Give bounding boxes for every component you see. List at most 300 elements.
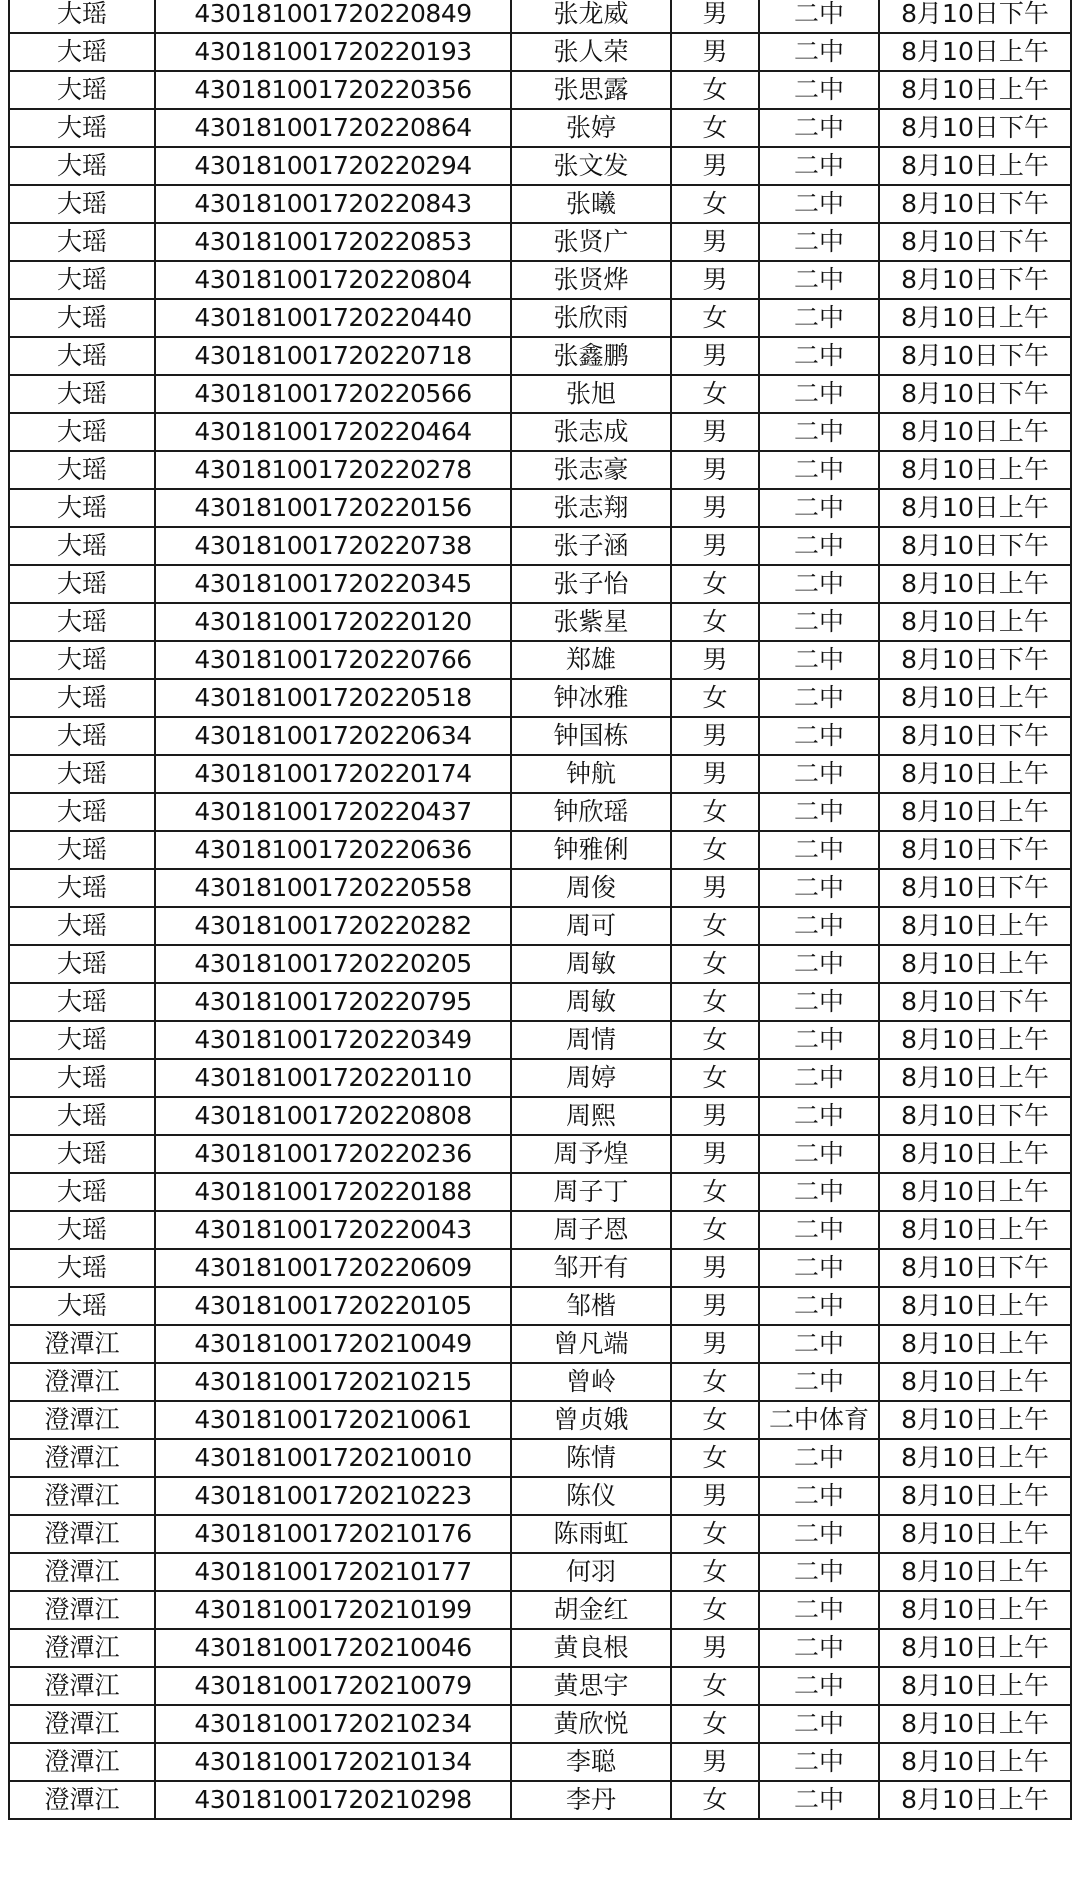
school-cell: 二中	[759, 299, 879, 337]
name-cell: 张志成	[511, 413, 671, 451]
table-row	[9, 907, 1071, 945]
table-row	[9, 641, 1071, 679]
school-cell: 二中	[759, 451, 879, 489]
school-cell: 二中	[759, 223, 879, 261]
gender-cell: 女	[671, 1363, 759, 1401]
exam-id-cell: 430181001720220864	[155, 109, 511, 147]
school-cell: 二中	[759, 1059, 879, 1097]
name-cell: 曾凡端	[511, 1325, 671, 1363]
gender-cell: 女	[671, 299, 759, 337]
exam-id-cell: 430181001720220634	[155, 717, 511, 755]
school-cell: 二中	[759, 831, 879, 869]
time-cell: 8月10日上午	[879, 603, 1071, 641]
town-cell: 大瑶	[9, 869, 155, 907]
table-row	[9, 1287, 1071, 1325]
time-cell: 8月10日上午	[879, 1629, 1071, 1667]
school-cell: 二中	[759, 1439, 879, 1477]
school-cell: 二中体育	[759, 1401, 879, 1439]
table-row	[9, 1591, 1071, 1629]
town-cell: 大瑶	[9, 109, 155, 147]
time-cell: 8月10日上午	[879, 1059, 1071, 1097]
school-cell: 二中	[759, 413, 879, 451]
gender-cell: 女	[671, 375, 759, 413]
gender-cell: 男	[671, 337, 759, 375]
town-cell: 大瑶	[9, 1021, 155, 1059]
table-row	[9, 337, 1071, 375]
exam-id-cell: 430181001720220853	[155, 223, 511, 261]
table-row	[9, 603, 1071, 641]
time-cell: 8月10日上午	[879, 1439, 1071, 1477]
time-cell: 8月10日上午	[879, 489, 1071, 527]
gender-cell: 男	[671, 451, 759, 489]
gender-cell: 男	[671, 489, 759, 527]
town-cell: 大瑶	[9, 261, 155, 299]
town-cell: 大瑶	[9, 755, 155, 793]
town-cell: 大瑶	[9, 71, 155, 109]
school-cell: 二中	[759, 565, 879, 603]
school-cell: 二中	[759, 869, 879, 907]
town-cell: 大瑶	[9, 185, 155, 223]
town-cell: 大瑶	[9, 33, 155, 71]
time-cell: 8月10日上午	[879, 1287, 1071, 1325]
gender-cell: 男	[671, 413, 759, 451]
exam-id-cell: 430181001720210079	[155, 1667, 511, 1705]
school-cell: 二中	[759, 1211, 879, 1249]
exam-id-cell: 430181001720210046	[155, 1629, 511, 1667]
table-row	[9, 1211, 1071, 1249]
table-row	[9, 1743, 1071, 1781]
town-cell: 澄潭江	[9, 1401, 155, 1439]
name-cell: 张鑫鹏	[511, 337, 671, 375]
school-cell: 二中	[759, 337, 879, 375]
school-cell: 二中	[759, 0, 879, 33]
school-cell: 二中	[759, 1591, 879, 1629]
time-cell: 8月10日下午	[879, 185, 1071, 223]
table-row	[9, 1439, 1071, 1477]
town-cell: 大瑶	[9, 831, 155, 869]
name-cell: 李丹	[511, 1781, 671, 1819]
gender-cell: 女	[671, 679, 759, 717]
gender-cell: 男	[671, 869, 759, 907]
exam-id-cell: 430181001720220843	[155, 185, 511, 223]
school-cell: 二中	[759, 641, 879, 679]
school-cell: 二中	[759, 793, 879, 831]
name-cell: 钟冰雅	[511, 679, 671, 717]
town-cell: 大瑶	[9, 641, 155, 679]
gender-cell: 女	[671, 983, 759, 1021]
exam-id-cell: 430181001720220120	[155, 603, 511, 641]
exam-id-cell: 430181001720220282	[155, 907, 511, 945]
time-cell: 8月10日上午	[879, 1401, 1071, 1439]
exam-id-cell: 430181001720220349	[155, 1021, 511, 1059]
time-cell: 8月10日上午	[879, 413, 1071, 451]
school-cell: 二中	[759, 1781, 879, 1819]
name-cell: 张志豪	[511, 451, 671, 489]
time-cell: 8月10日上午	[879, 1477, 1071, 1515]
table-row	[9, 451, 1071, 489]
town-cell: 澄潭江	[9, 1667, 155, 1705]
exam-id-cell: 430181001720220566	[155, 375, 511, 413]
town-cell: 大瑶	[9, 337, 155, 375]
time-cell: 8月10日上午	[879, 71, 1071, 109]
gender-cell: 男	[671, 1743, 759, 1781]
town-cell: 澄潭江	[9, 1781, 155, 1819]
exam-id-cell: 430181001720220849	[155, 0, 511, 33]
name-cell: 郑雄	[511, 641, 671, 679]
name-cell: 陈雨虹	[511, 1515, 671, 1553]
time-cell: 8月10日上午	[879, 1173, 1071, 1211]
time-cell: 8月10日下午	[879, 261, 1071, 299]
table-row	[9, 261, 1071, 299]
time-cell: 8月10日上午	[879, 1553, 1071, 1591]
time-cell: 8月10日上午	[879, 147, 1071, 185]
town-cell: 大瑶	[9, 1211, 155, 1249]
time-cell: 8月10日下午	[879, 717, 1071, 755]
time-cell: 8月10日下午	[879, 223, 1071, 261]
name-cell: 张曦	[511, 185, 671, 223]
name-cell: 张贤烨	[511, 261, 671, 299]
name-cell: 张子怡	[511, 565, 671, 603]
gender-cell: 男	[671, 0, 759, 33]
table-row	[9, 1059, 1071, 1097]
gender-cell: 男	[671, 755, 759, 793]
time-cell: 8月10日上午	[879, 907, 1071, 945]
exam-id-cell: 430181001720220110	[155, 1059, 511, 1097]
gender-cell: 女	[671, 831, 759, 869]
town-cell: 澄潭江	[9, 1325, 155, 1363]
time-cell: 8月10日上午	[879, 1705, 1071, 1743]
name-cell: 周情	[511, 1021, 671, 1059]
exam-id-cell: 430181001720210176	[155, 1515, 511, 1553]
exam-id-cell: 430181001720220795	[155, 983, 511, 1021]
time-cell: 8月10日上午	[879, 451, 1071, 489]
school-cell: 二中	[759, 1629, 879, 1667]
gender-cell: 女	[671, 1515, 759, 1553]
school-cell: 二中	[759, 1173, 879, 1211]
town-cell: 澄潭江	[9, 1743, 155, 1781]
time-cell: 8月10日下午	[879, 337, 1071, 375]
gender-cell: 女	[671, 1173, 759, 1211]
name-cell: 周子丁	[511, 1173, 671, 1211]
school-cell: 二中	[759, 1021, 879, 1059]
exam-id-cell: 430181001720220804	[155, 261, 511, 299]
school-cell: 二中	[759, 603, 879, 641]
time-cell: 8月10日上午	[879, 1515, 1071, 1553]
table-row	[9, 1477, 1071, 1515]
gender-cell: 女	[671, 1401, 759, 1439]
exam-id-cell: 430181001720210049	[155, 1325, 511, 1363]
time-cell: 8月10日下午	[879, 0, 1071, 33]
table-row	[9, 489, 1071, 527]
name-cell: 钟雅俐	[511, 831, 671, 869]
exam-id-cell: 430181001720220043	[155, 1211, 511, 1249]
name-cell: 钟欣瑶	[511, 793, 671, 831]
town-cell: 大瑶	[9, 375, 155, 413]
time-cell: 8月10日下午	[879, 1249, 1071, 1287]
table-row	[9, 1401, 1071, 1439]
time-cell: 8月10日上午	[879, 565, 1071, 603]
school-cell: 二中	[759, 1135, 879, 1173]
name-cell: 周敏	[511, 945, 671, 983]
name-cell: 邹楷	[511, 1287, 671, 1325]
time-cell: 8月10日下午	[879, 109, 1071, 147]
town-cell: 大瑶	[9, 1249, 155, 1287]
table-row	[9, 869, 1071, 907]
time-cell: 8月10日下午	[879, 527, 1071, 565]
gender-cell: 女	[671, 1781, 759, 1819]
table-row	[9, 1781, 1071, 1819]
school-cell: 二中	[759, 1553, 879, 1591]
school-cell: 二中	[759, 983, 879, 1021]
gender-cell: 女	[671, 1211, 759, 1249]
exam-id-cell: 430181001720210134	[155, 1743, 511, 1781]
exam-id-cell: 430181001720220464	[155, 413, 511, 451]
table-row	[9, 945, 1071, 983]
name-cell: 张旭	[511, 375, 671, 413]
time-cell: 8月10日上午	[879, 755, 1071, 793]
exam-id-cell: 430181001720220174	[155, 755, 511, 793]
town-cell: 澄潭江	[9, 1363, 155, 1401]
name-cell: 周予煌	[511, 1135, 671, 1173]
school-cell: 二中	[759, 185, 879, 223]
exam-id-cell: 430181001720220437	[155, 793, 511, 831]
name-cell: 曾贞娥	[511, 1401, 671, 1439]
exam-id-cell: 430181001720210177	[155, 1553, 511, 1591]
table-row	[9, 109, 1071, 147]
gender-cell: 女	[671, 1553, 759, 1591]
exam-id-cell: 430181001720210298	[155, 1781, 511, 1819]
town-cell: 大瑶	[9, 413, 155, 451]
exam-id-cell: 430181001720220718	[155, 337, 511, 375]
school-cell: 二中	[759, 1325, 879, 1363]
time-cell: 8月10日下午	[879, 831, 1071, 869]
gender-cell: 男	[671, 1477, 759, 1515]
table-row	[9, 565, 1071, 603]
town-cell: 澄潭江	[9, 1515, 155, 1553]
time-cell: 8月10日上午	[879, 1591, 1071, 1629]
table-row	[9, 375, 1071, 413]
name-cell: 钟国栋	[511, 717, 671, 755]
name-cell: 陈情	[511, 1439, 671, 1477]
town-cell: 大瑶	[9, 489, 155, 527]
time-cell: 8月10日上午	[879, 945, 1071, 983]
name-cell: 张婷	[511, 109, 671, 147]
exam-id-cell: 430181001720220518	[155, 679, 511, 717]
exam-id-cell: 430181001720220156	[155, 489, 511, 527]
exam-id-cell: 430181001720220766	[155, 641, 511, 679]
time-cell: 8月10日上午	[879, 679, 1071, 717]
table-row	[9, 831, 1071, 869]
exam-id-cell: 430181001720220193	[155, 33, 511, 71]
table-row	[9, 755, 1071, 793]
name-cell: 胡金红	[511, 1591, 671, 1629]
name-cell: 张思露	[511, 71, 671, 109]
school-cell: 二中	[759, 755, 879, 793]
table-row	[9, 413, 1071, 451]
school-cell: 二中	[759, 489, 879, 527]
name-cell: 李聪	[511, 1743, 671, 1781]
town-cell: 大瑶	[9, 299, 155, 337]
town-cell: 大瑶	[9, 1135, 155, 1173]
town-cell: 大瑶	[9, 717, 155, 755]
gender-cell: 男	[671, 527, 759, 565]
exam-id-cell: 430181001720210010	[155, 1439, 511, 1477]
school-cell: 二中	[759, 375, 879, 413]
time-cell: 8月10日上午	[879, 1667, 1071, 1705]
gender-cell: 男	[671, 223, 759, 261]
exam-id-cell: 430181001720220205	[155, 945, 511, 983]
table-row	[9, 1553, 1071, 1591]
town-cell: 大瑶	[9, 565, 155, 603]
name-cell: 张子涵	[511, 527, 671, 565]
name-cell: 张紫星	[511, 603, 671, 641]
town-cell: 澄潭江	[9, 1553, 155, 1591]
gender-cell: 男	[671, 1325, 759, 1363]
school-cell: 二中	[759, 1515, 879, 1553]
town-cell: 澄潭江	[9, 1477, 155, 1515]
town-cell: 澄潭江	[9, 1439, 155, 1477]
exam-id-cell: 430181001720220440	[155, 299, 511, 337]
table-row	[9, 679, 1071, 717]
gender-cell: 男	[671, 1287, 759, 1325]
town-cell: 大瑶	[9, 945, 155, 983]
gender-cell: 男	[671, 33, 759, 71]
table-row	[9, 71, 1071, 109]
gender-cell: 女	[671, 907, 759, 945]
school-cell: 二中	[759, 1249, 879, 1287]
table-row	[9, 0, 1071, 33]
time-cell: 8月10日下午	[879, 869, 1071, 907]
town-cell: 大瑶	[9, 1097, 155, 1135]
time-cell: 8月10日上午	[879, 1135, 1071, 1173]
name-cell: 周可	[511, 907, 671, 945]
gender-cell: 女	[671, 109, 759, 147]
table-row	[9, 1249, 1071, 1287]
gender-cell: 男	[671, 1629, 759, 1667]
school-cell: 二中	[759, 945, 879, 983]
exam-id-cell: 430181001720220356	[155, 71, 511, 109]
town-cell: 大瑶	[9, 223, 155, 261]
time-cell: 8月10日下午	[879, 983, 1071, 1021]
town-cell: 澄潭江	[9, 1591, 155, 1629]
name-cell: 陈仪	[511, 1477, 671, 1515]
gender-cell: 男	[671, 1097, 759, 1135]
town-cell: 澄潭江	[9, 1705, 155, 1743]
name-cell: 何羽	[511, 1553, 671, 1591]
school-cell: 二中	[759, 1705, 879, 1743]
gender-cell: 女	[671, 1705, 759, 1743]
gender-cell: 女	[671, 1667, 759, 1705]
table-row	[9, 185, 1071, 223]
time-cell: 8月10日上午	[879, 1325, 1071, 1363]
exam-id-cell: 430181001720210199	[155, 1591, 511, 1629]
exam-id-cell: 430181001720220345	[155, 565, 511, 603]
exam-id-cell: 430181001720220236	[155, 1135, 511, 1173]
school-cell: 二中	[759, 147, 879, 185]
table-row	[9, 793, 1071, 831]
town-cell: 大瑶	[9, 451, 155, 489]
roster-table	[8, 0, 1072, 1820]
table-row	[9, 1363, 1071, 1401]
town-cell: 大瑶	[9, 1059, 155, 1097]
name-cell: 黄思宇	[511, 1667, 671, 1705]
school-cell: 二中	[759, 527, 879, 565]
gender-cell: 女	[671, 1439, 759, 1477]
table-row	[9, 1629, 1071, 1667]
gender-cell: 男	[671, 261, 759, 299]
name-cell: 黄良根	[511, 1629, 671, 1667]
time-cell: 8月10日上午	[879, 1211, 1071, 1249]
name-cell: 张欣雨	[511, 299, 671, 337]
school-cell: 二中	[759, 1363, 879, 1401]
school-cell: 二中	[759, 33, 879, 71]
gender-cell: 女	[671, 1021, 759, 1059]
gender-cell: 男	[671, 641, 759, 679]
town-cell: 澄潭江	[9, 1629, 155, 1667]
gender-cell: 女	[671, 945, 759, 983]
exam-id-cell: 430181001720220278	[155, 451, 511, 489]
time-cell: 8月10日上午	[879, 299, 1071, 337]
time-cell: 8月10日上午	[879, 1021, 1071, 1059]
town-cell: 大瑶	[9, 907, 155, 945]
exam-id-cell: 430181001720220609	[155, 1249, 511, 1287]
gender-cell: 女	[671, 793, 759, 831]
name-cell: 曾岭	[511, 1363, 671, 1401]
town-cell: 大瑶	[9, 0, 155, 33]
table-row	[9, 1667, 1071, 1705]
gender-cell: 女	[671, 1591, 759, 1629]
table-row	[9, 717, 1071, 755]
time-cell: 8月10日下午	[879, 1097, 1071, 1135]
roster-body	[9, 0, 1071, 1819]
town-cell: 大瑶	[9, 679, 155, 717]
town-cell: 大瑶	[9, 603, 155, 641]
gender-cell: 女	[671, 1059, 759, 1097]
school-cell: 二中	[759, 1097, 879, 1135]
town-cell: 大瑶	[9, 793, 155, 831]
exam-id-cell: 430181001720220808	[155, 1097, 511, 1135]
name-cell: 张龙威	[511, 0, 671, 33]
gender-cell: 男	[671, 717, 759, 755]
school-cell: 二中	[759, 1667, 879, 1705]
name-cell: 周子恩	[511, 1211, 671, 1249]
school-cell: 二中	[759, 1743, 879, 1781]
school-cell: 二中	[759, 261, 879, 299]
table-row	[9, 1135, 1071, 1173]
table-row	[9, 983, 1071, 1021]
school-cell: 二中	[759, 679, 879, 717]
table-row	[9, 1705, 1071, 1743]
time-cell: 8月10日上午	[879, 793, 1071, 831]
name-cell: 邹开有	[511, 1249, 671, 1287]
school-cell: 二中	[759, 717, 879, 755]
name-cell: 周婷	[511, 1059, 671, 1097]
school-cell: 二中	[759, 71, 879, 109]
name-cell: 周敏	[511, 983, 671, 1021]
name-cell: 周熙	[511, 1097, 671, 1135]
town-cell: 大瑶	[9, 1173, 155, 1211]
table-row	[9, 147, 1071, 185]
table-row	[9, 223, 1071, 261]
exam-id-cell: 430181001720210061	[155, 1401, 511, 1439]
time-cell: 8月10日上午	[879, 1743, 1071, 1781]
time-cell: 8月10日上午	[879, 1781, 1071, 1819]
table-row	[9, 33, 1071, 71]
town-cell: 大瑶	[9, 527, 155, 565]
exam-id-cell: 430181001720220558	[155, 869, 511, 907]
name-cell: 周俊	[511, 869, 671, 907]
time-cell: 8月10日下午	[879, 641, 1071, 679]
